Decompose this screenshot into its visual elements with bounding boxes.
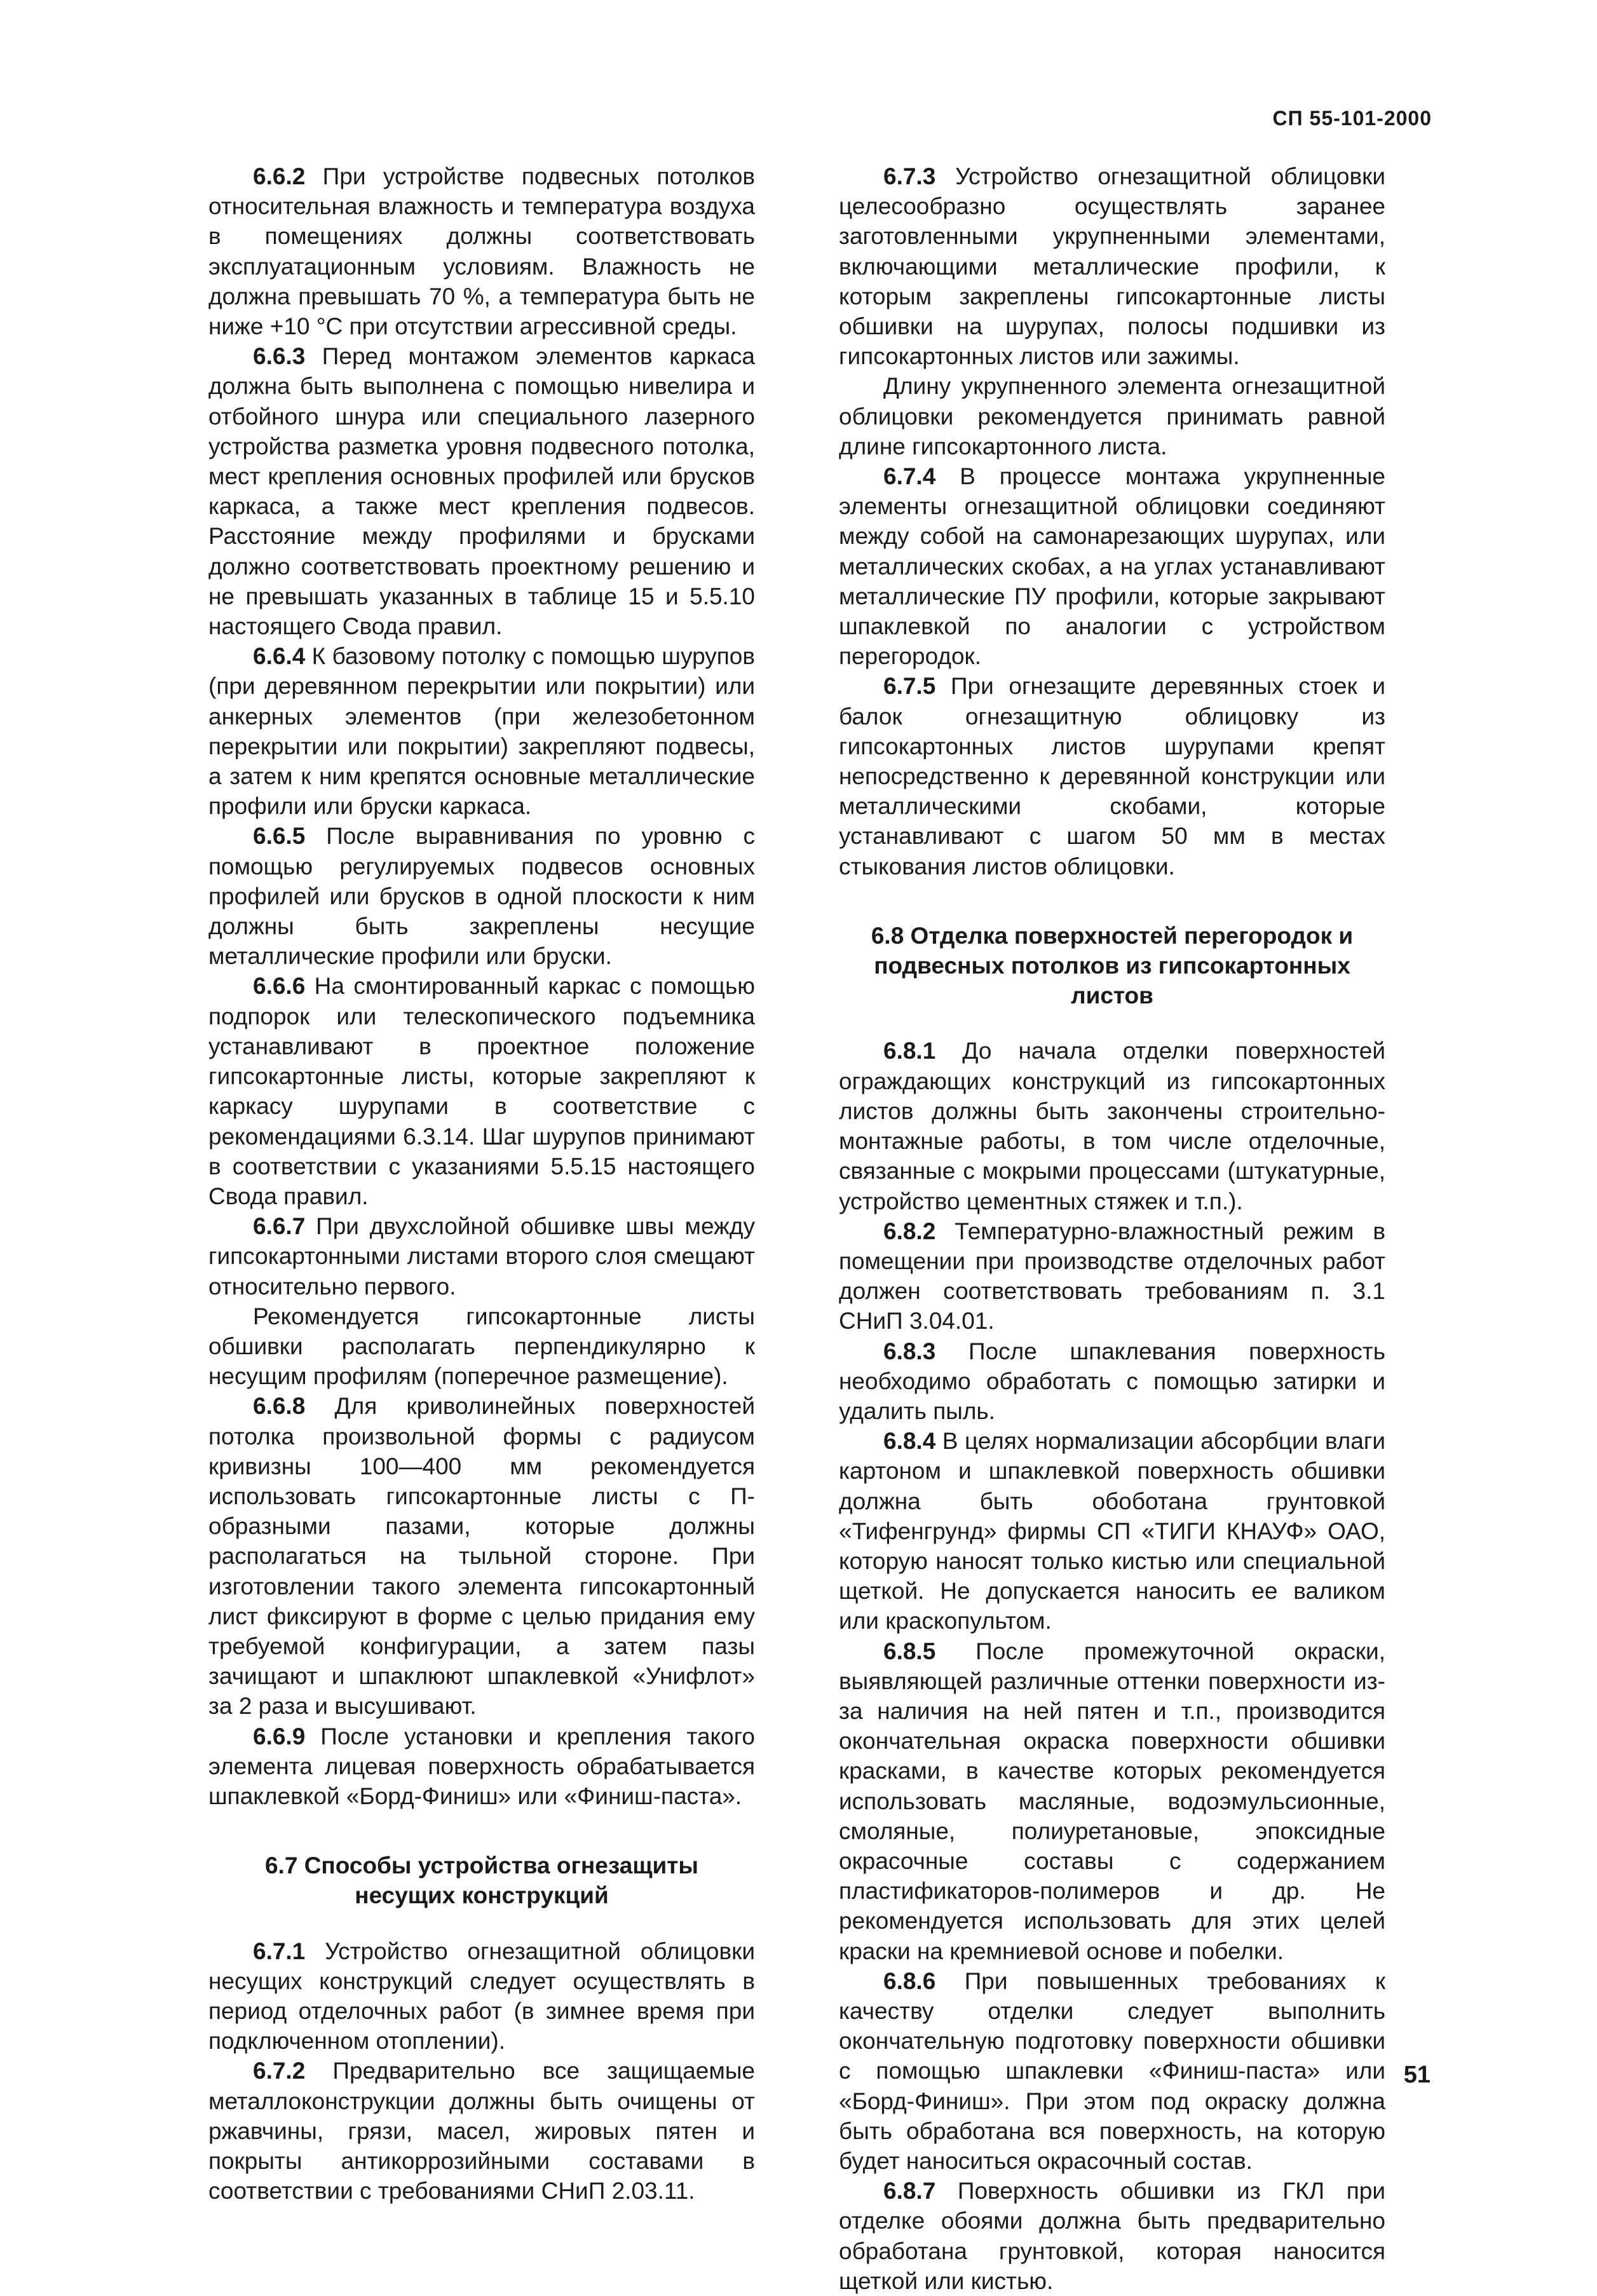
paragraph-6-6-3 (208, 341, 755, 641)
paragraph-recommendation (208, 1301, 755, 1392)
clause-number: 6.8.6 (883, 1967, 936, 1994)
clause-text: После промежуточной окраски, выявляющей различные оттенки поверхности из-за наличия на ней пятен и т.п., производится окончательная окраска поверхности обшивки красками, в качестве которых рекомендуется использовать масляные, водоэмульсионные, смоляные, полиуретановые, эпоксидные окрасочные составы с содержанием пластификаторов-полимеров и др. Не рекомендуется использовать для этих целей краски на кремниевой основе и побелки. (839, 1638, 1385, 1964)
clause-number: 6.7.4 (883, 463, 936, 490)
clause-text: Устройство огнезащитной облицовки целесообразно осуществлять заранее заготовленными укрупненными элементами, включающими металлические профили, к которым закреплены гипсокартонные листы обшивки на шурупах, полосы подшивки из гипсокартонных листов или зажимы. (839, 163, 1385, 370)
section-heading-6-8: 6.8 Отделка поверхностей перегородок и подвесных потолков из гипсокартонных листов (871, 922, 1354, 1009)
page-number: 51 (1403, 2062, 1431, 2088)
clause-text: В процессе монтажа укрупненные элементы огнезащитной облицовки соединяют между собой на самонарезающих шурупах, или металлических скобах, а на углах устанавливают металлические ПУ профили, которые закрывают шпаклевкой по аналогии с устройством перегородок. (839, 463, 1385, 670)
clause-number: 6.8.5 (883, 1638, 936, 1664)
clause-text: Температурно-влажностный режим в помещении при производстве отделочных работ должен соответствовать требованиям п. 3.1 СНиП 3.04.01. (839, 1218, 1385, 1335)
paragraph-6-7-4 (839, 461, 1385, 671)
paragraph-6-7-1 (208, 1936, 755, 2056)
clause-text: На смонтированный каркас с помощью подпорок или телескопического подъемника устанавливают в проектное положение гипсокартонные листы, которые закрепляют к каркасу шурупами в соответствие с рекомендациями 6.3.14. Шаг шурупов принимают в соответствии с указаниями 5.5.15 настоящего Свода правил. (208, 973, 755, 1209)
clause-number: 6.7.5 (883, 673, 936, 700)
paragraph-6-6-2 (208, 161, 755, 341)
clause-text: К базовому потолку с помощью шурупов (при деревянном перекрытии или покрытии) или анкерных элементов (при железобетонном перекрытии или покрытии) закрепляют подвесы, а затем к ним крепятся основные металлические профили или бруски каркаса. (208, 643, 755, 820)
clause-number: 6.7.1 (253, 1938, 306, 1964)
clause-number: 6.6.6 (253, 973, 306, 1000)
document-code-header: СП 55-101-2000 (1272, 107, 1432, 130)
left-column (208, 161, 755, 2206)
clause-number: 6.8.3 (883, 1338, 936, 1364)
clause-number: 6.6.9 (253, 1723, 306, 1749)
clause-text: Перед монтажом элементов каркаса должна быть выполнена с помощью нивелира и отбойного шнура или специального лазерного устройства разметка уровня подвесного потолка, мест крепления основных профилей или брусков каркаса, а также мест крепления подвесов. Расстояние между профилями и брусками должно соответствовать проектному решению и не превышать указанных в таблице 15 и 5.5.10 настоящего Свода правил. (208, 343, 755, 640)
paragraph-6-8-3 (839, 1336, 1385, 1427)
paragraph-6-7-3 (839, 161, 1385, 371)
clause-text: Длину укрупненного элемента огнезащитной облицовки рекомендуется принимать равной длине гипсокартонного листа. (839, 373, 1385, 459)
paragraph-6-7-2 (208, 2056, 755, 2206)
clause-number: 6.8.1 (883, 1038, 936, 1064)
clause-text: Для криволинейных поверхностей потолка произвольной формы с радиусом кривизны 100—400 мм рекомендуется использовать гипсокартонные листы с П-образными пазами, которые должны располагаться на тыльной стороне. При изготовлении такого элемента гипсокартонный лист фиксируют в форме с целью придания ему требуемой конфигурации, а затем пазы зачищают и шпаклюют шпаклевкой «Унифлот» за 2 раза и высушивают. (208, 1393, 755, 1720)
clause-number: 6.6.7 (253, 1213, 306, 1240)
clause-text: Поверхность обшивки из ГКЛ при отделке обоями должна быть предварительно обработана грунтовкой, которая наносится щеткой или кистью. (839, 2178, 1385, 2294)
clause-number: 6.7.2 (253, 2058, 306, 2084)
clause-text: После шпаклевания поверхность необходимо обработать с помощью затирки и удалить пыль. (839, 1338, 1385, 1424)
clause-text: После выравнивания по уровню с помощью регулируемых подвесов основных профилей или брусков в одной плоскости к ним должны быть закреплены несущие металлические профили или бруски. (208, 823, 755, 970)
clause-number: 6.6.4 (253, 643, 306, 670)
clause-text: Рекомендуется гипсокартонные листы обшивки располагать перпендикулярно к несущим профилям (поперечное размещение). (208, 1303, 755, 1390)
clause-number: 6.6.5 (253, 823, 306, 850)
clause-number: 6.8.4 (883, 1428, 936, 1455)
paragraph-6-6-7 (208, 1211, 755, 1301)
clause-text: При повышенных требованиях к качеству отделки следует выполнить окончательную подготовку поверхности обшивки с помощью шпаклевки «Финиш-паста» или «Борд-Финиш». При этом под окраску должна быть обработана вся поверхность, на которую будет наноситься окрасочный состав. (839, 1967, 1385, 2174)
paragraph-6-8-7 (839, 2176, 1385, 2296)
paragraph-6-6-8 (208, 1391, 755, 1721)
clause-number: 6.8.7 (883, 2178, 936, 2204)
clause-text: При огнезащите деревянных стоек и балок огнезащитную облицовку из гипсокартонных листов шурупами крепят непосредственно к деревянной конструкции или металлическими скобами, которые устанавливают с шагом 50 мм в местах стыкования листов облицовки. (839, 673, 1385, 880)
clause-text: При двухслойной обшивке швы между гипсокартонными листами второго слоя смещают относительно первого. (208, 1213, 755, 1300)
paragraph-6-8-2 (839, 1216, 1385, 1336)
paragraph-6-6-6 (208, 971, 755, 1211)
clause-number: 6.7.3 (883, 163, 936, 189)
section-heading-6-7: 6.7 Способы устройства огнезащиты несущих конструкций (264, 1852, 699, 1909)
clause-number: 6.6.8 (253, 1393, 306, 1420)
paragraph-6-6-4 (208, 641, 755, 821)
clause-text: Предварительно все защищаемые металлоконструкции должны быть очищены от ржавчины, грязи, масел, жировых пятен и покрыты антикоррозийными составами в соответствии с требованиями СНиП 2.03.11. (208, 2058, 755, 2204)
clause-number: 6.6.3 (253, 343, 306, 370)
paragraph-6-8-1 (839, 1036, 1385, 1216)
paragraph-6-8-4 (839, 1426, 1385, 1636)
clause-number: 6.6.2 (253, 163, 306, 189)
paragraph-6-8-6 (839, 1966, 1385, 2176)
paragraph-6-8-5 (839, 1636, 1385, 1966)
clause-text: Устройство огнезащитной облицовки несущих конструкций следует осуществлять в период отделочных работ (в зимнее время при подключенном отоплении). (208, 1938, 755, 2055)
paragraph-6-6-5 (208, 821, 755, 971)
paragraph-6-7-5 (839, 671, 1385, 881)
clause-number: 6.8.2 (883, 1218, 936, 1244)
right-column (839, 161, 1385, 2296)
clause-text: До начала отделки поверхностей ограждающих конструкций из гипсокартонных листов должны быть закончены строительно-монтажные работы, в том числе отделочные, связанные с мокрыми процессами (штукатурные, устройство цементных стяжек и т.п.). (839, 1038, 1385, 1214)
clause-text: После установки и крепления такого элемента лицевая поверхность обрабатывается шпаклевкой «Борд-Финиш» или «Финиш-паста». (208, 1723, 755, 1809)
paragraph-6-6-9 (208, 1722, 755, 1812)
clause-text: В целях нормализации абсорбции влаги картоном и шпаклевкой поверхность обшивки должна быть обоботана грунтовкой «Тифенгрунд» фирмы СП «ТИГИ КНАУФ» ОАО, которую наносят только кистью или специальной щеткой. Не допускается наносить ее валиком или краскопультом. (839, 1428, 1385, 1634)
paragraph-element-length (839, 371, 1385, 461)
clause-text: При устройстве подвесных потолков относительная влажность и температура воздуха в помещениях должны соответствовать эксплуатационным условиям. Влажность не должна превышать 70 %, а температура быть не ниже +10 °С при отсутствии агрессивной среды. (208, 163, 755, 340)
